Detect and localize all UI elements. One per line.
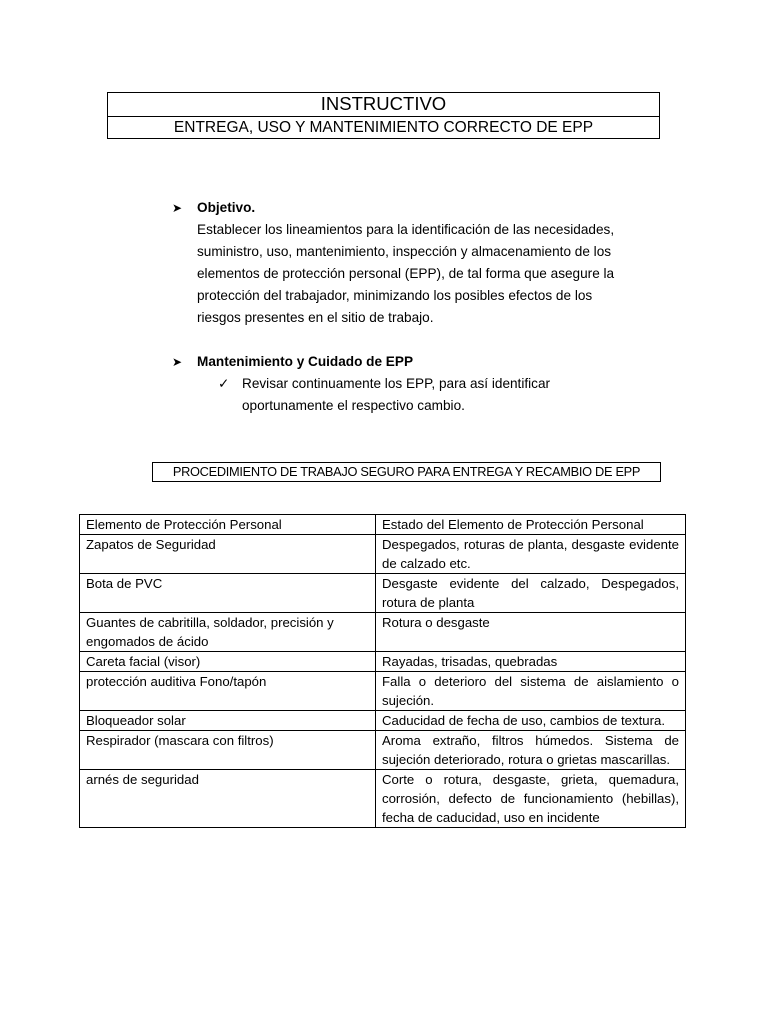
objetivo-heading: Objetivo. (197, 200, 256, 215)
document-subtitle: ENTREGA, USO Y MANTENIMIENTO CORRECTO DE EPP (173, 119, 594, 136)
table-row (80, 613, 686, 652)
table-cell-element: Zapatos de Seguridad (80, 535, 376, 574)
arrow-bullet-icon: ➤ (172, 355, 183, 369)
table-header-cell: Elemento de Protección Personal (80, 515, 376, 535)
table-row (80, 711, 686, 731)
table-cell-element: Guantes de cabritilla, soldador, precisión y engomados de ácido (80, 613, 376, 652)
table-row (80, 770, 686, 828)
objetivo-text: Establecer los lineamientos para la identificación de las necesidades, suministro, uso, mantenimiento, inspección y almacenamiento de los elementos de protección personal (EPP), de tal forma que asegure la protección del trabajador, minimizando los posibles efectos de los riesgos presentes en el sitio de trabajo. (197, 222, 615, 325)
arrow-bullet-icon: ➤ (172, 201, 183, 215)
table-header-row (80, 515, 686, 535)
mantenimiento-item: Revisar continuamente los EPP, para así identificar oportunamente el respectivo cambio. (242, 376, 551, 413)
table-cell-element: arnés de seguridad (80, 770, 376, 828)
epp-table (79, 514, 686, 828)
table-row (80, 574, 686, 613)
table-row (80, 652, 686, 672)
table-cell-element: Careta facial (visor) (80, 652, 376, 672)
mantenimiento-section (172, 351, 592, 417)
table-cell-element: Respirador (mascara con filtros) (80, 731, 376, 770)
table-cell-state: Rayadas, trisadas, quebradas (376, 652, 686, 672)
checkmark-icon: ✓ (218, 376, 230, 391)
table-header-cell: Estado del Elemento de Protección Personal (376, 515, 686, 535)
table-row (80, 672, 686, 711)
table-cell-state: Rotura o desgaste (376, 613, 686, 652)
table-cell-state: Desgaste evidente del calzado, Despegados, rotura de planta (376, 574, 686, 613)
table-cell-element: Bloqueador solar (80, 711, 376, 731)
table-cell-state: Falla o deterioro del sistema de aislamiento o sujeción. (376, 672, 686, 711)
procedure-title: PROCEDIMIENTO DE TRABAJO SEGURO PARA ENTREGA Y RECAMBIO DE EPP (152, 462, 661, 482)
table-cell-state: Aroma extraño, filtros húmedos. Sistema de sujeción deteriorado, rotura o grietas mascarillas. (376, 731, 686, 770)
document-title: INSTRUCTIVO (108, 93, 659, 117)
table-row (80, 535, 686, 574)
table-cell-state: Despegados, roturas de planta, desgaste evidente de calzado etc. (376, 535, 686, 574)
mantenimiento-heading: Mantenimiento y Cuidado de EPP (197, 354, 414, 369)
table-cell-element: protección auditiva Fono/tapón (80, 672, 376, 711)
table-cell-state: Caducidad de fecha de uso, cambios de textura. (376, 711, 686, 731)
title-box (107, 92, 660, 139)
table-row (80, 731, 686, 770)
objetivo-section (172, 197, 637, 329)
table-cell-element: Bota de PVC (80, 574, 376, 613)
table-cell-state: Corte o rotura, desgaste, grieta, quemadura, corrosión, defecto de funcionamiento (hebillas), fecha de caducidad, uso en incidente (376, 770, 686, 828)
